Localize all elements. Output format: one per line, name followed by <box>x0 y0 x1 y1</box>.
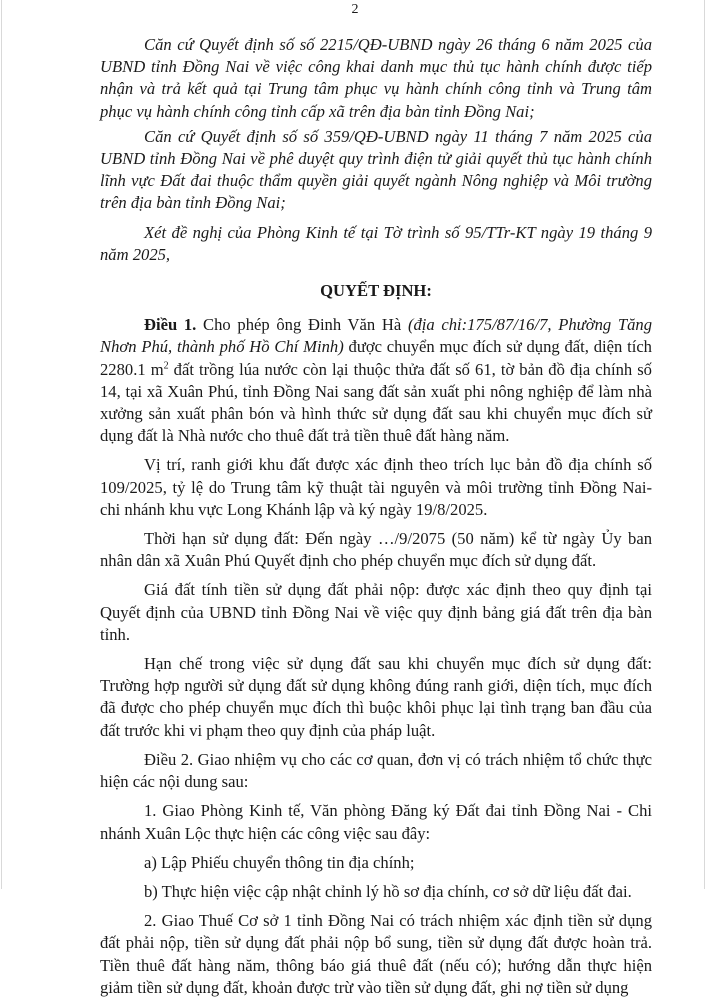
paragraph-item-1: 1. Giao Phòng Kinh tế, Văn phòng Đăng ký Đất đai tỉnh Đồng Nai - Chi nhánh Xuân Lộc thực hiện các công việc sau đây: <box>100 801 652 843</box>
paragraph-vi-tri: Vị trí, ranh giới khu đất được xác định theo trích lục bản đồ địa chính số 109/2025, tỷ lệ do Trung tâm kỹ thuật tài nguyên và môi trường tỉnh Đồng Nai- chi nhánh khu vực Long Khánh lập và ký ngày 19/8/2025. <box>100 455 652 519</box>
can-cu-1: Căn cứ Quyết định số số 2215/QĐ-UBND ngày 26 tháng 6 năm 2025 của UBND tỉnh Đồng Nai về việc công khai danh mục thủ tục hành chính được tiếp nhận và trả kết quả tại Trung tâm phục vụ hành chính công tỉnh và Trung tâm phục vụ hành chính công tỉnh cấp xã trên địa bàn tỉnh Đồng Nai; <box>100 35 652 121</box>
paragraph-item-a: a) Lập Phiếu chuyển thông tin địa chính; <box>144 852 415 872</box>
dieu-1-address: (địa chỉ:175/87/16/7, Phường Tăng Nhơn Phú, thành phố Hồ Chí Minh) <box>100 315 652 357</box>
dieu-1-text-c: đất trồng lúa nước còn lại thuộc thửa đất số 61, tờ bản đồ địa chính số 14, tại xã Xuân Phú, tỉnh Đồng Nai sang đất sản xuất phi nông nghiệp để làm nhà xưởng sản xuất phân bón và hình thức sử dụng đất sau khi chuyển mục đích sử dụng đất là Nhà nước cho thuê đất trả tiền thuê đất hàng năm. <box>100 359 652 446</box>
paragraph-item-b: b) Thực hiện việc cập nhật chỉnh lý hồ sơ địa chính, cơ sở dữ liệu đất đai. <box>144 881 632 901</box>
dieu-1-text-b: được chuyển mục đích sử dụng đất, diện tích 2280.1 m <box>100 337 652 379</box>
paragraph-item-2: 2. Giao Thuế Cơ sở 1 tỉnh Đồng Nai có trách nhiệm xác định tiền sử dụng đất phải nộp, tiền sử dụng đất phải nộp bổ sung, tiền sử dụng đất được hoàn trả. Tiền thuê đất hàng năm, thông báo giá thuê đất (nếu có); hướng dẫn thực hiện giảm tiền sử dụng đất, khoản được trừ vào tiền sử dụng đất, ghi nợ tiền sử dụng <box>100 911 652 997</box>
dieu-1-sup: 2 <box>163 360 169 372</box>
document-body <box>100 34 652 999</box>
dieu-1-text-a: Cho phép ông Đinh Văn Hà <box>196 315 408 335</box>
paragraph-han-che: Hạn chế trong việc sử dụng đất sau khi chuyển mục đích sử dụng đất: Trường hợp người sử dụng đất sử dụng không đúng ranh giới, diện tích, mục đích đã được cho phép chuyển mục đích thì buộc khôi phục lại tình trạng ban đầu của đất trước khi vi phạm theo quy định của pháp luật. <box>100 654 652 740</box>
can-cu-2: Căn cứ Quyết định số số 359/QĐ-UBND ngày 11 tháng 7 năm 2025 của UBND tỉnh Đồng Nai về phê duyệt quy trình điện tử giải quyết thủ tục hành chính lĩnh vực Đất đai thuộc thẩm quyền giải quyết ngành Nông nghiệp và Môi trường trên địa bàn tỉnh Đồng Nai; <box>100 126 652 213</box>
dieu-1 <box>100 314 652 447</box>
can-cu-3: Xét đề nghị của Phòng Kinh tế tại Tờ trình số 95/TTr-KT ngày 19 tháng 9 năm 2025, <box>100 222 652 264</box>
dieu-1-label: Điều 1. <box>144 315 197 335</box>
paragraph-thoi-han: Thời hạn sử dụng đất: Đến ngày …/9/2075 (50 năm) kể từ ngày Ủy ban nhân dân xã Xuân Phú Quyết định cho phép chuyển mục đích sử dụng đất. <box>100 529 652 571</box>
decision-title: QUYẾT ĐỊNH: <box>320 281 432 301</box>
paragraph-dieu-2: Điều 2. Giao nhiệm vụ cho các cơ quan, đơn vị có trách nhiệm tổ chức thực hiện các nội dung sau: <box>100 749 652 792</box>
paragraph-gia-dat: Giá đất tính tiền sử dụng đất phải nộp: được xác định theo quy định tại Quyết định của UBND tỉnh Đồng Nai về việc quy định bảng giá đất trên địa bàn tỉnh. <box>100 580 652 644</box>
page-number: 2 <box>351 2 359 17</box>
